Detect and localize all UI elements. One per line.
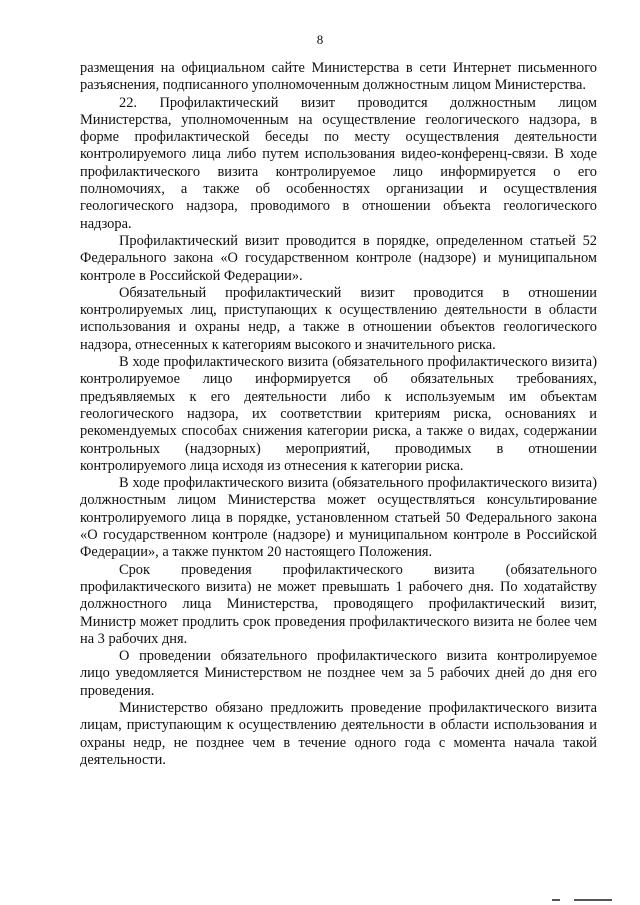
paragraph: В ходе профилактического визита (обязательного профилактического визита) контролируемое лицо информируется об обязательных требованиях, предъявляемых к его деятельности либо к используемым им объектам геологического надзора, их соответствии критериям риска, основаниях и рекомендуемых способах снижения категории риска, а также о видах, содержании контрольных (надзорных) мероприятий, проводимых в отношении контролируемого лица исходя из отнесения к категории риска. xyxy=(80,354,597,474)
paragraph: В ходе профилактического визита (обязательного профилактического визита) должностным лицом Министерства может осуществляться консультирование контролируемого лица в порядке, установленном статьей 50 Федерального закона «О государственном контроле (надзоре) и муниципальном контроле в Российской Федерации», а также пунктом 20 настоящего Положения. xyxy=(80,475,597,561)
scan-mark xyxy=(574,899,612,901)
page-number: 8 xyxy=(316,32,324,47)
scan-mark xyxy=(552,899,560,901)
paragraph: О проведении обязательного профилактического визита контролируемое лицо уведомляется Министерством не позднее чем за 5 рабочих дней до дня его проведения. xyxy=(80,648,597,699)
paragraph: Срок проведения профилактического визита (обязательного профилактического визита) не может превышать 1 рабочего дня. По ходатайству должностного лица Министерства, проводящего профилактический визит, Министр может продлить срок проведения профилактического визита не более чем на 3 рабочих дня. xyxy=(80,561,597,647)
paragraph: Министерство обязано предложить проведение профилактического визита лицам, приступающим к осуществлению деятельности в области использования и охраны недр, не позднее чем в течение одного года с момента начала такой деятельности. xyxy=(80,699,597,768)
paragraph: Профилактический визит проводится в порядке, определенном статьей 52 Федерального закона «О государственном контроле (надзоре) и муниципальном контроле в Российской Федерации». xyxy=(80,232,597,284)
document-body xyxy=(80,60,597,769)
paragraph-continued: размещения на официальном сайте Министерства в сети Интернет письменного разъяснения, подписанного уполномоченным должностным лицом Министерства. xyxy=(80,60,597,94)
scan-corner-marks xyxy=(552,897,612,901)
paragraph-clause-22: 22. Профилактический визит проводится должностным лицом Министерства, уполномоченным на осуществление геологического надзора, в форме профилактической беседы по месту осуществления деятельности контролируемого лица либо путем использования видео-конференц-связи. В ходе профилактического визита контролируемое лицо информируется о его полномочиях, а также об особенностях организации и осуществления геологического надзора, проводимого в отношении объекта геологического надзора. xyxy=(80,94,597,232)
paragraph: Обязательный профилактический визит проводится в отношении контролируемых лиц, приступающих к осуществлению деятельности в области использования и охраны недр, а также в отношении объектов геологического надзора, отнесенных к категориям высокого и значительного риска. xyxy=(80,284,597,353)
